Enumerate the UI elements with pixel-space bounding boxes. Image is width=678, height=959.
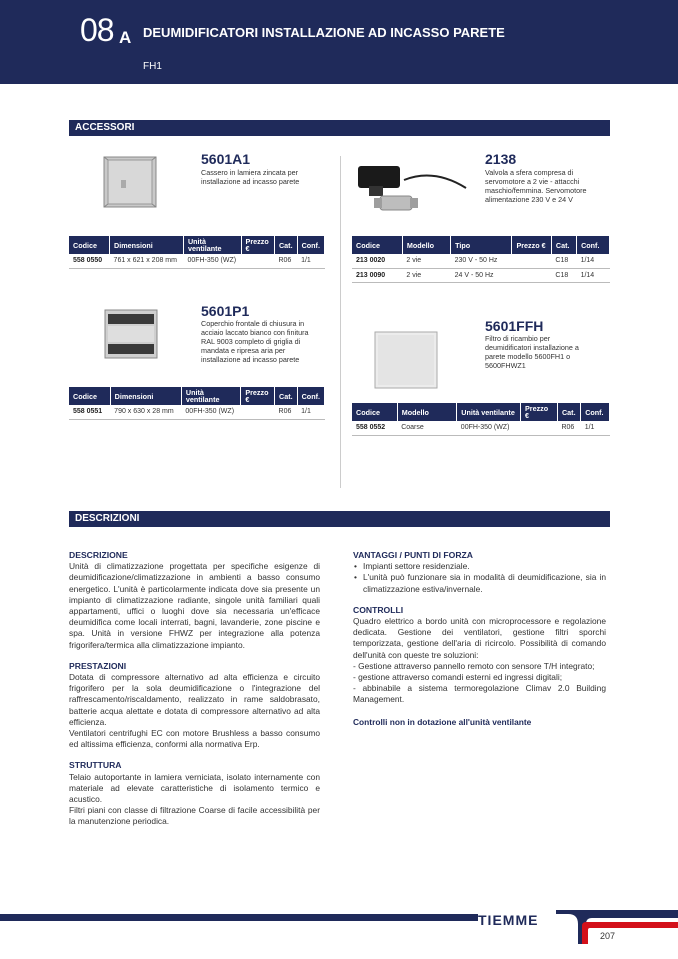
cell: Coarse — [397, 421, 457, 435]
cell — [521, 421, 558, 435]
cell: 00FH-350 (WZ) — [183, 254, 241, 268]
cell — [241, 405, 275, 419]
cell: 790 x 630 x 28 mm — [110, 405, 181, 419]
product-code-2138: 2138 — [485, 151, 517, 167]
heading-struttura: STRUTTURA — [69, 760, 122, 771]
col-header: Codice — [352, 403, 397, 421]
product-desc-5601p1: Coperchio frontale di chiusura in acciaio laccato bianco con finitura RAL 9003 completo di griglia di mandata e ripresa aria per installazione ad incasso parete — [201, 319, 309, 364]
col-header: Codice — [69, 236, 110, 254]
col-header: Codice — [352, 236, 402, 254]
heading-controlli: CONTROLLI — [353, 604, 404, 615]
col-header: Conf. — [577, 236, 610, 254]
cell: 1/1 — [297, 254, 324, 268]
table-5601p1 — [69, 387, 325, 420]
cell: 2 vie — [402, 268, 450, 282]
brand-logo: TIEMME — [478, 912, 539, 928]
filter-image — [373, 330, 441, 392]
product-code-5601a1: 5601A1 — [201, 151, 251, 167]
list-item: • L'unità può funzionare sia in modalità di deumidificazione, sia in climatizzazione estiva/invernale. — [353, 572, 606, 594]
table-5601ffh — [352, 403, 610, 436]
text-struttura-2: Filtri piani con classe di filtrazione Coarse di facile accessibilità per la manutenzione periodica. — [69, 805, 320, 827]
page-title: DEUMIDIFICATORI INSTALLAZIONE AD INCASSO PARETE — [143, 25, 505, 40]
col-header: Conf. — [297, 387, 324, 405]
cell: C18 — [551, 268, 576, 282]
cell: 1/1 — [297, 405, 324, 419]
cell: 2 vie — [402, 254, 450, 268]
col-header: Prezzo € — [241, 387, 275, 405]
list-item: • Impianti settore residenziale. — [353, 561, 606, 572]
table-row — [352, 268, 610, 282]
col-header: Cat. — [557, 403, 580, 421]
cell-code: 213 0090 — [352, 268, 402, 282]
col-header: Dimensioni — [110, 236, 184, 254]
descrizioni-right — [353, 550, 606, 728]
cell: 761 x 621 x 208 mm — [110, 254, 184, 268]
col-header: Codice — [69, 387, 110, 405]
page-header — [0, 0, 678, 84]
cell: 24 V - 50 Hz — [451, 268, 512, 282]
cell-code: 558 0550 — [69, 254, 110, 268]
cell — [512, 254, 551, 268]
cell-code: 558 0551 — [69, 405, 110, 419]
col-header: Tipo — [451, 236, 512, 254]
product-desc-5601a1: Cassero in lamiera zincata per installazione ad incasso parete — [201, 168, 300, 186]
product-code-5601p1: 5601P1 — [201, 303, 250, 319]
cell: 1/14 — [577, 254, 610, 268]
product-desc-2138: Valvola a sfera compresa di servomotore a 2 vie - attacchi maschio/femmina. Servomotore alimentazione 230 V e 24 V — [485, 168, 587, 204]
cell — [512, 268, 551, 282]
product-code-5601ffh: 5601FFH — [485, 318, 544, 334]
cell: 230 V - 50 Hz — [451, 254, 512, 268]
cell-code: 558 0552 — [352, 421, 397, 435]
table-row — [352, 254, 610, 268]
descrizioni-left — [69, 550, 320, 828]
text-prestazioni: Dotata di compressore alternativo ad alta efficienza e circuito frigorifero per la sola deumidificazione o l'integrazione del raffrescamento/riscaldamento, realizzato in rame saldobrasato, batterie acqua alettate e dotata di compressore alternativo ad alta efficienza. — [69, 672, 320, 727]
cell: 1/1 — [581, 421, 610, 435]
cassero-image — [102, 155, 160, 210]
col-header: Cat. — [275, 387, 298, 405]
cell — [241, 254, 274, 268]
col-header: Prezzo € — [521, 403, 558, 421]
descrizioni-bar: DESCRIZIONI — [69, 511, 610, 527]
heading-descrizione: DESCRIZIONE — [69, 550, 128, 560]
cell: R06 — [275, 405, 298, 419]
col-header: Modello — [397, 403, 457, 421]
col-header: Cat. — [551, 236, 576, 254]
col-header: Prezzo € — [241, 236, 274, 254]
col-header: Unità ventilante — [181, 387, 240, 405]
cell: 00FH-350 (WZ) — [181, 405, 240, 419]
heading-vantaggi: VANTAGGI / PUNTI DI FORZA — [353, 550, 473, 560]
table-row — [69, 254, 325, 268]
valve-image — [354, 158, 469, 220]
product-desc-5601ffh: Filtro di ricambio per deumidificatori installazione a parete modello 5600FH1 o 5600FHWZ1 — [485, 334, 579, 370]
col-header: Modello — [402, 236, 450, 254]
col-header: Conf. — [581, 403, 610, 421]
page-subtitle: FH1 — [143, 61, 162, 72]
text-descrizione: Unità di climatizzazione progettata per specifiche esigenze di deumidificazione/climatizzazione in ambienti a basso consumo energetico. L'unità è particolarmente indicata dove sia presente un impianto di climatizzazione radiante, singole unità familiari quali appartamenti, uffici o luoghi dove sia necessaria un'efficace deumidifica come locali interrati, bagni, lavanderie, zone piscine e spa. Unità in versione FHWZ per integrazione alla potenza frigorifera/termica alla climatizzazione impianto. — [69, 561, 320, 650]
footer-line — [0, 914, 478, 921]
controlli-option: - gestione attraverso comandi esterni ed ingressi digitali; — [353, 672, 563, 683]
text-struttura: Telaio autoportante in lamiera verniciata, isolato internamente con materiale ad elevate caratteristiche di isolamento termico e acustico. — [69, 771, 320, 805]
coperchio-image — [103, 308, 161, 360]
vantaggi-list — [353, 561, 606, 595]
section-letter: A — [119, 28, 132, 47]
footer-brand-graphic — [556, 910, 678, 944]
col-header: Cat. — [274, 236, 297, 254]
heading-prestazioni: PRESTAZIONI — [69, 660, 127, 671]
controlli-note: Controlli non in dotazione all'unità ventilante — [353, 716, 532, 727]
col-header: Prezzo € — [512, 236, 551, 254]
table-row — [352, 421, 610, 435]
cell: 00FH-350 (WZ) — [457, 421, 521, 435]
page-number: 207 — [600, 931, 616, 941]
col-header: Conf. — [297, 236, 324, 254]
cell: C18 — [551, 254, 576, 268]
text-controlli: Quadro elettrico a bordo unità con microprocessore e regolazione dedicata. Gestione dei ventilatori, gestione filtri sporchi temporizzata, gestione dell'aria di ricircolo. Possibilità di comando dell'unità con queste tre soluzioni: — [353, 616, 606, 660]
col-header: Dimensioni — [110, 387, 181, 405]
col-header: Unità ventilante — [183, 236, 241, 254]
section-number: 08 — [80, 12, 114, 48]
controlli-option: - Gestione attraverso pannello remoto con sensore T/H integrato; — [353, 660, 595, 671]
table-5601a1 — [69, 236, 325, 269]
accessori-bar: ACCESSORI — [69, 120, 610, 136]
cell: R06 — [274, 254, 297, 268]
col-header: Unità ventilante — [457, 403, 521, 421]
controlli-option: - abbinabile a sistema termoregolazione Climav 2.0 Building Management. — [353, 683, 606, 705]
text-prestazioni-2: Ventilatori centrifughi EC con motore Brushless a basso consumo ed altissima efficienza, conformi alla normativa Erp. — [69, 728, 320, 750]
cell: 1/14 — [577, 268, 610, 282]
table-row — [69, 405, 325, 419]
column-divider — [340, 156, 341, 488]
table-2138 — [352, 236, 610, 283]
cell-code: 213 0020 — [352, 254, 402, 268]
cell: R06 — [557, 421, 580, 435]
